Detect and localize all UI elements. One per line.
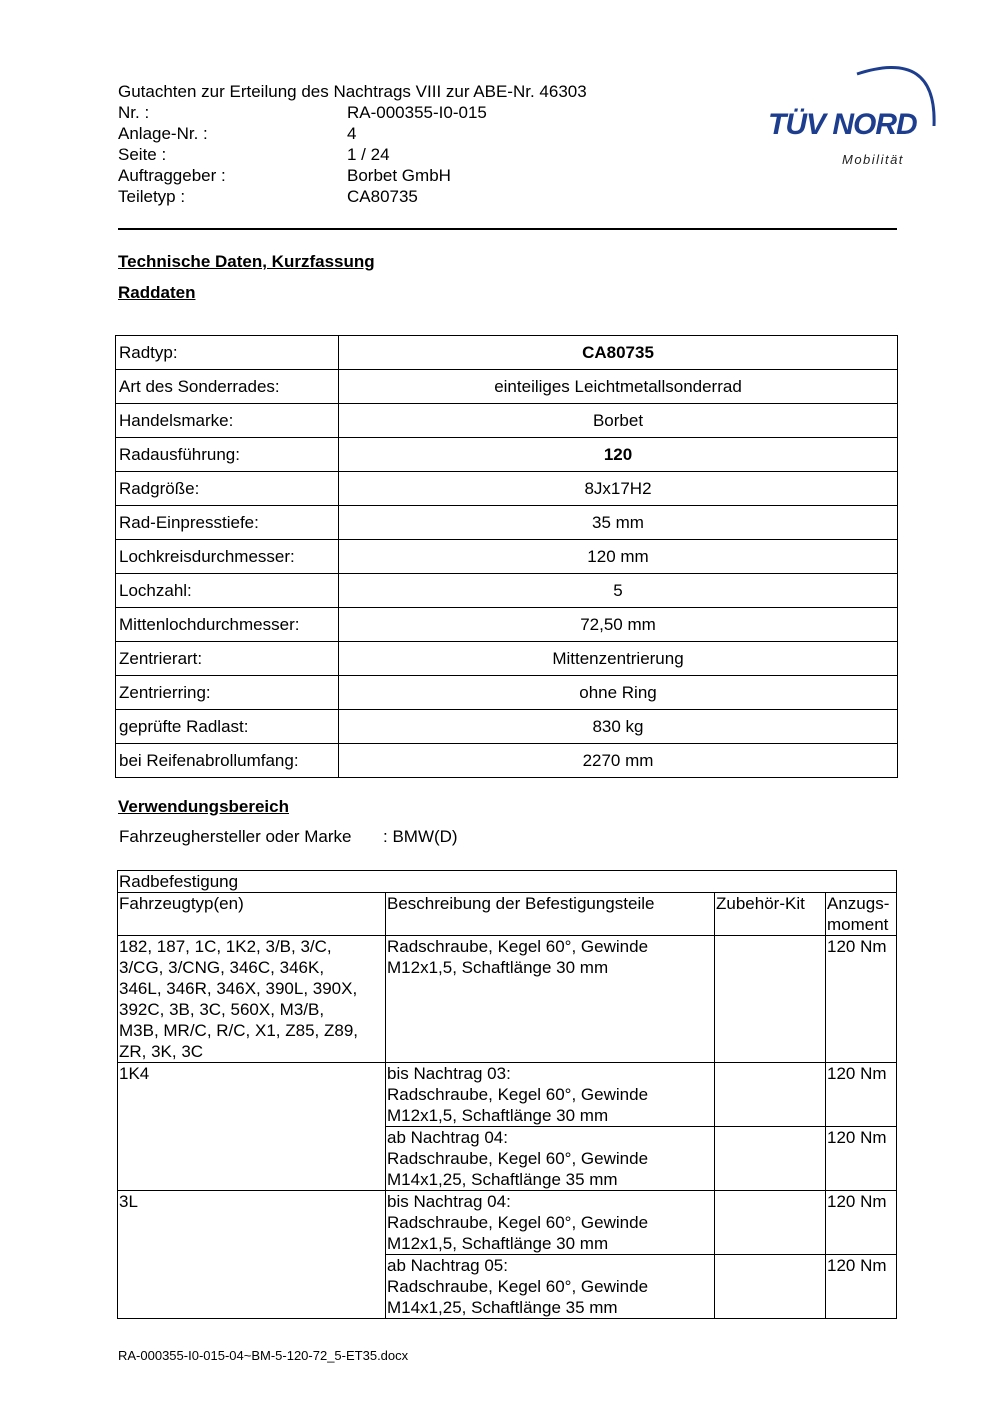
cell-line: M12x1,5, Schaftlänge 30 mm (387, 1106, 609, 1125)
cell-line: 182, 187, 1C, 1K2, 3/B, 3/C, (119, 937, 332, 956)
row-label: bei Reifenabrollumfang: (116, 744, 339, 778)
tuev-nord-logo (762, 58, 942, 170)
cell-beschreibung (386, 936, 715, 1063)
fahrzeughersteller-line (119, 827, 458, 847)
header-row-teiletyp (118, 186, 587, 207)
cell-typ: 1K4 (118, 1063, 386, 1191)
cell-kit (715, 1127, 826, 1191)
column-header-moment (826, 893, 897, 936)
row-label: Radausführung: (116, 438, 339, 472)
table-row (118, 1063, 897, 1127)
row-value: ohne Ring (339, 676, 898, 710)
cell-line: M12x1,5, Schaftlänge 30 mm (387, 1234, 609, 1253)
table-header-row (118, 893, 897, 936)
cell-kit (715, 1255, 826, 1319)
header-value: CA80735 (347, 187, 418, 206)
logo-brand: TÜV NORD (768, 108, 917, 141)
row-value: 120 mm (339, 540, 898, 574)
cell-kit (715, 1191, 826, 1255)
cell-typ (118, 936, 386, 1063)
column-header-beschreibung: Beschreibung der Befestigungsteile (386, 893, 715, 936)
cell-moment: 120 Nm (826, 1255, 897, 1319)
cell-moment: 120 Nm (826, 1127, 897, 1191)
row-value: 35 mm (339, 506, 898, 540)
cell-line: Radschraube, Kegel 60°, Gewinde (387, 1085, 649, 1104)
row-label: geprüfte Radlast: (116, 710, 339, 744)
row-label: Art des Sonderrades: (116, 370, 339, 404)
marke-label: Fahrzeughersteller oder Marke (119, 827, 352, 846)
cell-kit (715, 1063, 826, 1127)
cell-moment: 120 Nm (826, 1191, 897, 1255)
cell-line: Radschraube, Kegel 60°, Gewinde (387, 1277, 649, 1296)
header-line: Anzugs- (827, 894, 890, 913)
header-label: Auftraggeber : (118, 166, 226, 185)
table-row (118, 936, 897, 1063)
header-row-auftraggeber (118, 165, 587, 186)
row-label: Lochkreisdurchmesser: (116, 540, 339, 574)
cell-beschreibung (386, 1191, 715, 1255)
row-value: 5 (339, 574, 898, 608)
cell-line: bis Nachtrag 03: (387, 1064, 511, 1083)
cell-kit (715, 936, 826, 1063)
header-value: 4 (347, 124, 357, 143)
header-label: Anlage-Nr. : (118, 124, 208, 143)
table-row (116, 744, 898, 778)
cell-moment: 120 Nm (826, 1063, 897, 1127)
logo-subtitle: Mobilität (842, 152, 904, 167)
table-row (118, 1191, 897, 1255)
cell-line: bis Nachtrag 04: (387, 1192, 511, 1211)
table-row (116, 676, 898, 710)
heading-technische-daten: Technische Daten, Kurzfassung (118, 252, 375, 271)
header-line: moment (827, 915, 889, 934)
cell-line: Radschraube, Kegel 60°, Gewinde (387, 1149, 649, 1168)
table-row (116, 472, 898, 506)
row-label: Mittenlochdurchmesser: (116, 608, 339, 642)
cell-beschreibung (386, 1127, 715, 1191)
cell-line: ab Nachtrag 04: (387, 1128, 508, 1147)
cell-line: M14x1,25, Schaftlänge 35 mm (387, 1170, 618, 1189)
cell-line: 392C, 3B, 3C, 560X, M3/B, (119, 1000, 325, 1019)
heading-raddaten: Raddaten (118, 283, 196, 302)
table-row (116, 608, 898, 642)
row-label: Rad-Einpresstiefe: (116, 506, 339, 540)
cell-line: 346L, 346R, 346X, 390L, 390X, (119, 979, 358, 998)
row-label: Zentrierart: (116, 642, 339, 676)
cell-line: M3B, MR/C, R/C, X1, Z85, Z89, (119, 1021, 359, 1040)
radbefestigung-table (117, 870, 897, 1319)
table-row (116, 574, 898, 608)
cell-line: M12x1,5, Schaftlänge 30 mm (387, 958, 609, 977)
table-row (116, 438, 898, 472)
column-header-kit: Zubehör-Kit (715, 893, 826, 936)
table-row (116, 506, 898, 540)
header-value: 1 / 24 (347, 145, 390, 164)
header-label: Seite : (118, 145, 167, 164)
row-label: Radtyp: (116, 336, 339, 370)
heading-verwendungsbereich: Verwendungsbereich (118, 797, 289, 816)
cell-line: ab Nachtrag 05: (387, 1256, 508, 1275)
header-value: Borbet GmbH (347, 166, 451, 185)
document-header (118, 81, 587, 207)
table-title: Radbefestigung (118, 871, 897, 893)
row-value: einteiliges Leichtmetallsonderrad (339, 370, 898, 404)
cell-beschreibung (386, 1255, 715, 1319)
header-label: Nr. : (118, 103, 150, 122)
cell-line: Radschraube, Kegel 60°, Gewinde (387, 937, 649, 956)
cell-beschreibung (386, 1063, 715, 1127)
row-label: Lochzahl: (116, 574, 339, 608)
table-row (116, 404, 898, 438)
raddaten-table (115, 335, 898, 778)
row-label: Handelsmarke: (116, 404, 339, 438)
row-label: Radgröße: (116, 472, 339, 506)
row-value: Mittenzentrierung (339, 642, 898, 676)
document-title: Gutachten zur Erteilung des Nachtrags VIII zur ABE-Nr. 46303 (118, 82, 587, 101)
column-header-typ: Fahrzeugtyp(en) (118, 893, 386, 936)
header-divider (118, 228, 897, 230)
row-value: 120 (339, 438, 898, 472)
row-value: 2270 mm (339, 744, 898, 778)
header-value: RA-000355-I0-015 (347, 103, 487, 122)
table-row (116, 710, 898, 744)
header-label: Teiletyp : (118, 187, 186, 206)
cell-line: Radschraube, Kegel 60°, Gewinde (387, 1213, 649, 1232)
table-row (116, 642, 898, 676)
marke-value: : BMW(D) (383, 827, 458, 846)
cell-typ: 3L (118, 1191, 386, 1319)
table-row (116, 370, 898, 404)
row-value: CA80735 (339, 336, 898, 370)
row-value: 72,50 mm (339, 608, 898, 642)
table-row (116, 336, 898, 370)
cell-line: M14x1,25, Schaftlänge 35 mm (387, 1298, 618, 1317)
footer-filename: RA-000355-I0-015-04~BM-5-120-72_5-ET35.docx (118, 1348, 409, 1363)
cell-line: 3/CG, 3/CNG, 346C, 346K, (119, 958, 325, 977)
header-row-nr (118, 102, 587, 123)
cell-line: ZR, 3K, 3C (119, 1042, 204, 1061)
row-value: 8Jx17H2 (339, 472, 898, 506)
cell-moment: 120 Nm (826, 936, 897, 1063)
header-row-seite (118, 144, 587, 165)
row-value: 830 kg (339, 710, 898, 744)
row-label: Zentrierring: (116, 676, 339, 710)
header-row-anlage (118, 123, 587, 144)
table-row (116, 540, 898, 574)
row-value: Borbet (339, 404, 898, 438)
table-title-row (118, 871, 897, 893)
